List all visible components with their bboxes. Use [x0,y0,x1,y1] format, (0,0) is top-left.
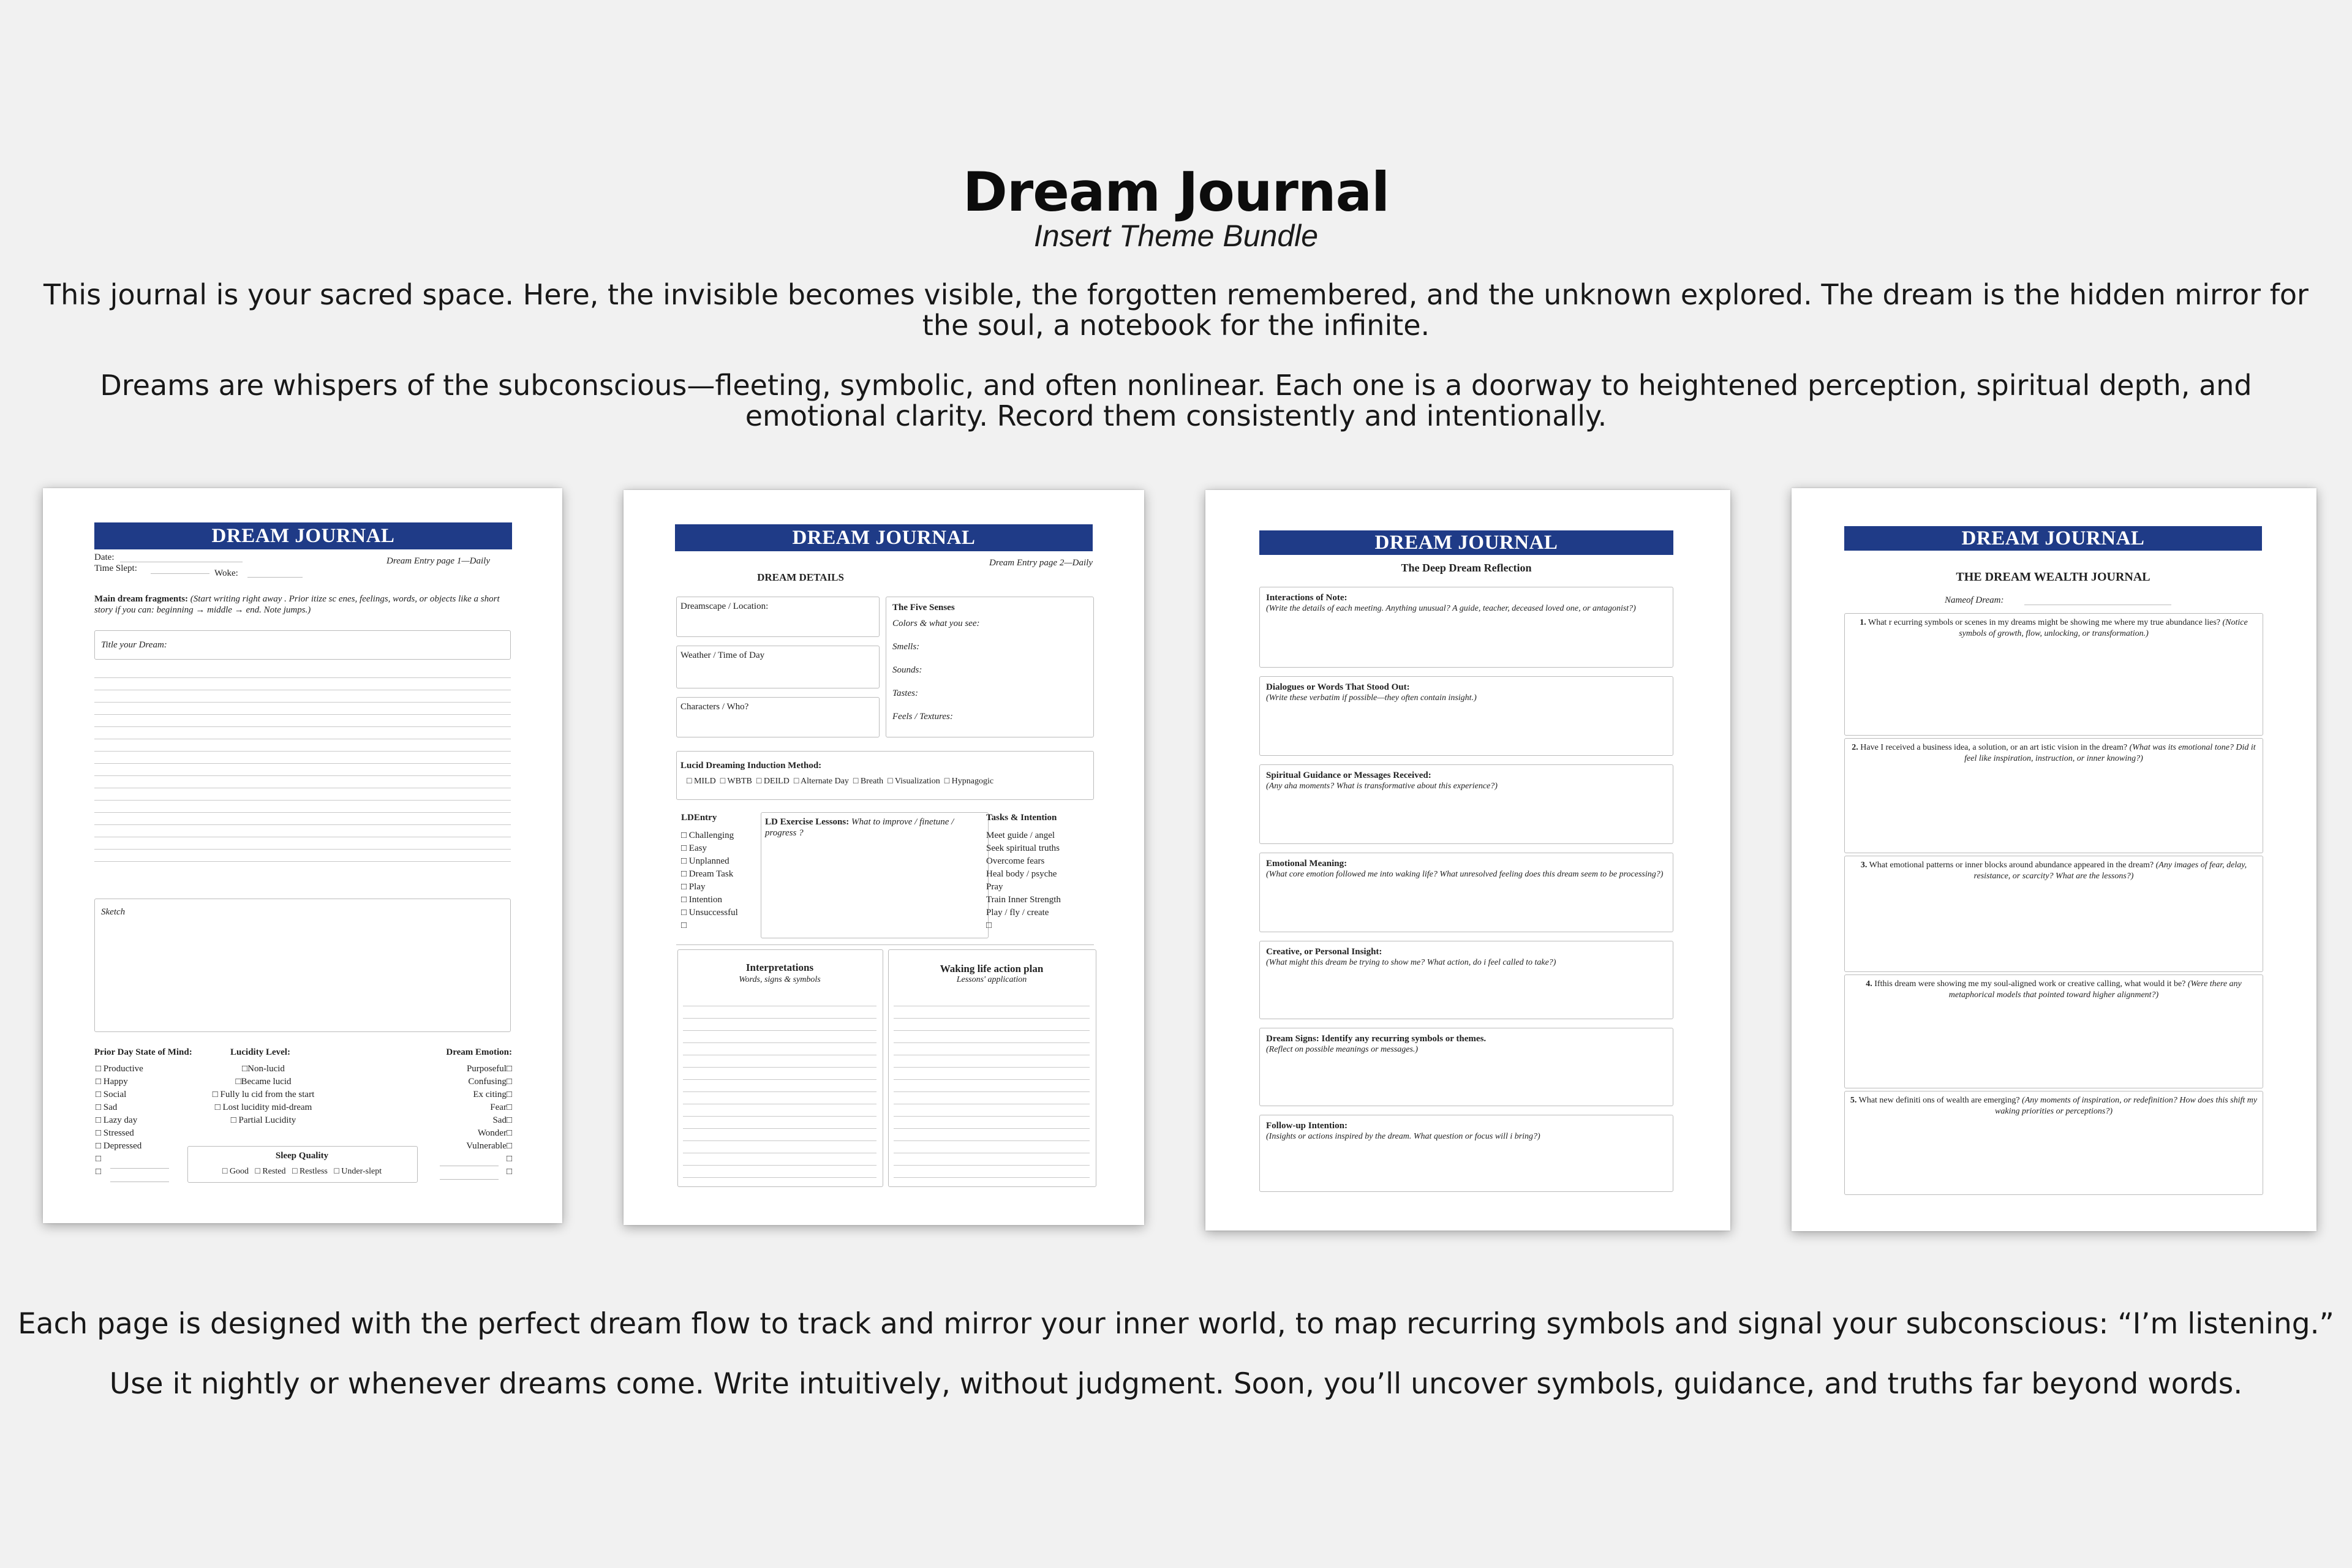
name-of-dream-label: Nameof Dream: [1945,595,2004,605]
reflection-section-prompt: (Insights or actions inspired by the dream. What question or focus will i bring?) [1266,1132,1540,1141]
ld-entry-heading: LDEntry [681,813,717,823]
reflection-section[interactable] [1259,941,1673,1019]
page-subtitle: Insert Theme Bundle [1033,219,1319,253]
reflection-section-title: Emotional Meaning: [1266,859,1348,869]
wealth-question-body: Ifthis dream were showing me my soul-aligned work or creative calling, what would it be? [1874,979,2186,989]
divider-line [676,944,1094,945]
wealth-question-text [1850,742,2258,764]
wealth-question[interactable] [1844,738,2263,853]
reflection-section[interactable] [1259,587,1673,668]
ld-exercise-box[interactable] [761,812,989,938]
sleep-quality-options[interactable]: □ Good □ Rested □ Restless □ Under-slept [222,1167,382,1176]
tasks-heading: Tasks & Intention [986,813,1057,823]
wealth-question-note: (Any moments of inspiration, or redefinition? How does this shift my waking priorities or perceptions?) [1995,1096,2258,1116]
wealth-question-text [1850,979,2258,1001]
wealth-question-number: 1. [1860,618,1866,627]
dreamscape-field[interactable] [676,597,880,637]
reflection-section-title: Dialogues or Words That Stood Out: [1266,682,1410,692]
dream-journal-banner: DREAM JOURNAL [1844,526,2262,551]
intro-paragraph-2: Dreams are whispers of the subconscious—fleeting, symbolic, and often nonlinear. Each one is a doorway to heightened perception, spiritual depth, and emotional clarity. Record them consistently and intentionally. [100,369,2252,432]
wealth-journal-heading: THE DREAM WEALTH JOURNAL [1956,570,2150,584]
wealth-questions [1844,613,2263,1201]
wealth-question[interactable] [1844,613,2263,736]
journal-page-2 [624,490,1144,1225]
reflection-section-prompt: (Write these verbatim if possible—they often contain insight.) [1266,693,1477,703]
dream-emotion-heading: Dream Emotion: [446,1047,512,1057]
dream-details-heading: DREAM DETAILS [757,571,844,583]
dream-journal-banner: DREAM JOURNAL [94,522,512,549]
journal-page-1 [43,488,562,1223]
wealth-question-body: What r ecurring symbols or scenes in my dreams might be showing me where my true abundance lies? [1868,618,2221,627]
dream-title-field[interactable] [94,630,511,660]
wealth-question-note: (Notice symbols of growth, flow, unlocking, or transformation.) [1959,618,2248,638]
fragments-writing-lines[interactable] [94,666,511,862]
entry-label: Dream Entry page 2—Daily [989,558,1093,568]
dream-emotion-checklist[interactable]: Purposeful□ Confusing□ Ex citing□ Fear□ Sad□ Wonder□ Vulnerable□ □ □ [466,1064,512,1177]
sketch-label: Sketch [101,907,126,917]
wealth-question-text [1850,617,2258,639]
five-senses-box[interactable] [886,597,1094,737]
wealth-question-body: What new definiti ons of wealth are emerging? [1858,1096,2020,1105]
five-senses-heading: The Five Senses [892,603,955,612]
five-senses-prompts: Colors & what you see: Smells: Sounds: Tastes: Feels / Textures: [892,619,980,722]
wealth-question-note: (Any images of fear, delay, resistance, or scarcity? What are the lessons?) [1973,861,2247,881]
reflection-section[interactable] [1259,1028,1673,1106]
dream-title-label: Title your Dream: [101,640,167,650]
lucidity-checklist[interactable]: □Non-lucid □Became lucid □ Fully lu cid from the start □ Lost lucidity mid-dream □ Partial Lucidity [212,1064,315,1125]
intro-paragraph-1: This journal is your sacred space. Here, the invisible becomes visible, the forgotten remembered, and the unknown explored. The dream is the hidden mirror for the soul, a notebook for the infinite. [43,278,2309,342]
state-blank-line-1 [110,1168,169,1169]
deep-reflection-heading: The Deep Dream Reflection [1401,562,1532,574]
dream-journal-banner: DREAM JOURNAL [1259,530,1673,555]
wealth-question-body: Have I received a business idea, a solution, or an art istic vision in the dream? [1860,743,2128,752]
state-of-mind-checklist[interactable]: □ Productive □ Happy □ Social □ Sad □ Lazy day □ Stressed □ Depressed □ □ [96,1064,143,1177]
ld-exercise-heading: LD Exercise Lessons: [765,817,850,827]
reflection-section-prompt: (Any aha moments? What is transformative about this experience?) [1266,782,1498,791]
emotion-blank-line-2 [440,1179,499,1180]
fragments-prompt [94,594,517,616]
wealth-question[interactable] [1844,974,2263,1088]
wealth-question-note: (Were there any metaphorical models that pointed toward higher alignment?) [1948,979,2242,1000]
reflection-section-title: Interactions of Note: [1266,593,1348,603]
wealth-question-body: What emotional patterns or inner blocks around abundance appeared in the dream? [1869,861,2154,870]
weather-label: Weather / Time of Day [680,650,765,660]
sleep-quality-heading: Sleep Quality [275,1151,329,1161]
sleep-quality-box [187,1146,418,1183]
interpretations-subheading: Words, signs & symbols [739,975,821,984]
wealth-question-number: 4. [1866,979,1872,989]
journal-page-3 [1205,490,1730,1231]
reflection-section-prompt: (What might this dream be trying to show me? What action, do i feel called to take?) [1266,958,1556,967]
reflection-sections [1259,587,1673,1199]
wealth-question-number: 3. [1860,861,1868,870]
reflection-section-title: Follow-up Intention: [1266,1121,1348,1131]
state-of-mind-heading: Prior Day State of Mind: [94,1047,192,1057]
action-plan-box[interactable] [888,949,1096,1187]
footer-line-2: Use it nightly or whenever dreams come. Write intuitively, without judgment. Soon, you’ll uncover symbols, guidance, and truths far beyond words. [109,1367,2243,1401]
interpretations-heading: Interpretations [745,962,814,973]
time-slept-line [151,573,209,574]
date-label: Date: [94,552,115,562]
characters-label: Characters / Who? [680,702,749,712]
interpretations-box[interactable] [677,949,883,1187]
woke-line [247,577,303,578]
reflection-section-prompt: (Write the details of each meeting. Anything unusual? A guide, teacher, deceased loved one, or antagonist?) [1266,604,1636,613]
reflection-section-prompt: (What core emotion followed me into waking life? What unresolved feeling does this dream seem to be processing?) [1266,870,1664,879]
wealth-question[interactable] [1844,1091,2263,1195]
action-plan-subheading: Lessons' application [956,975,1027,984]
lucidity-heading: Lucidity Level: [230,1047,290,1057]
lucid-induction-options[interactable]: □ MILD □ WBTB □ DEILD □ Alternate Day □ Breath □ Visualization □ Hypnagogic [687,777,994,786]
reflection-section-prompt: (Reflect on possible meanings or messages.) [1266,1045,1419,1054]
sketch-box[interactable] [94,899,511,1032]
dream-journal-banner: DREAM JOURNAL [675,524,1093,551]
time-slept-label: Time Slept: [94,564,137,573]
wealth-question[interactable] [1844,856,2263,972]
ld-exercise-prompt [765,816,983,839]
wealth-question-number: 2. [1852,743,1858,752]
tasks-checklist[interactable]: Meet guide / angel Seek spiritual truths Overcome fears Heal body / psyche Pray Train Inner Strength Play / fly / create □ [986,831,1061,930]
wealth-question-text [1850,1095,2258,1117]
reflection-section-title: Dream Signs: Identify any recurring symbols or themes. [1266,1034,1487,1044]
woke-label: Woke: [214,568,238,578]
wealth-question-note: (What was its emotional tone? Did it feel like inspiration, instruction, or inner knowing?) [1964,743,2256,763]
ld-entry-checklist[interactable]: □ Challenging □ Easy □ Unplanned □ Dream Task □ Play □ Intention □ Unsuccessful □ [681,831,738,930]
action-plan-lines[interactable] [894,994,1090,1178]
wealth-question-number: 5. [1850,1096,1857,1105]
dreamscape-label: Dreamscape / Location: [680,601,769,611]
reflection-section-title: Creative, or Personal Insight: [1266,947,1382,957]
page-title: Dream Journal [962,160,1390,224]
reflection-section-title: Spiritual Guidance or Messages Received: [1266,771,1431,780]
reflection-section[interactable] [1259,853,1673,932]
journal-page-4 [1792,488,2316,1231]
footer-line-1: Each page is designed with the perfect dream flow to track and mirror your inner world, to map recurring symbols and signal your subconscious: “I’m listening.” [18,1307,2334,1341]
reflection-section[interactable] [1259,676,1673,756]
ld-exercise-note: What to improve / finetune / progress ? [765,817,954,838]
reflection-section[interactable] [1259,764,1673,844]
characters-field[interactable] [676,697,880,737]
weather-field[interactable] [676,646,880,688]
fragments-heading: Main dream fragments: [94,594,189,604]
lucid-induction-box[interactable] [676,751,1094,800]
lucid-induction-heading: Lucid Dreaming Induction Method: [680,761,822,771]
wealth-question-text [1850,860,2258,882]
fragments-note: (Start writing right away . Prior itize sc enes, feelings, words, or objects like a short story if you can: beginning → middle → end. Note jumps.) [94,594,500,615]
action-plan-heading: Waking life action plan [940,963,1044,974]
entry-label: Dream Entry page 1—Daily [386,556,490,566]
interpretations-lines[interactable] [683,994,876,1178]
reflection-section[interactable] [1259,1115,1673,1192]
